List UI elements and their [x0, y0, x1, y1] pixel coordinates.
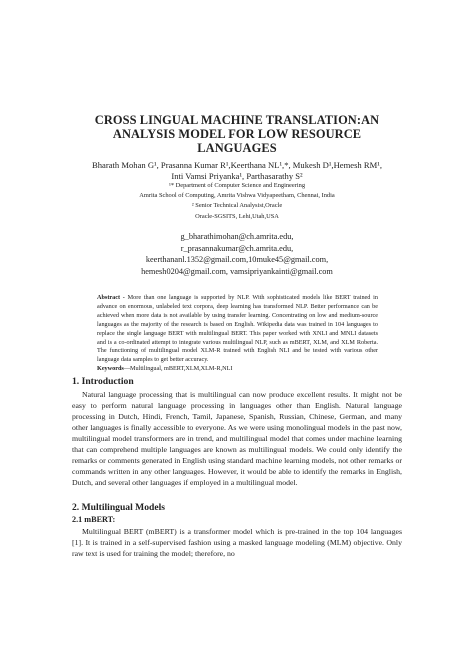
mbert-body: [72, 526, 402, 559]
author-line: Bharath Mohan G¹, Prasanna Kumar R¹,Keerthana NL¹,*, Mukesh D¹,Hemesh RM¹,: [92, 160, 382, 170]
affiliations: [70, 181, 404, 222]
author-list: [70, 160, 404, 182]
email-line: r_prasannakumar@ch.amrita.edu,: [180, 243, 294, 253]
abstract-label: Abstract -: [97, 294, 125, 301]
section-heading-multilingual-models: 2. Multilingual Models: [72, 502, 166, 513]
keywords-line: [97, 365, 378, 374]
email-line: hemesh0204@gmail.com, vamsipriyankainti@gmail.com: [141, 266, 333, 276]
affiliation-line: Oracle-SGSITS, Lehi,Utah,USA: [195, 212, 279, 220]
keywords-label: Keywords: [97, 365, 124, 373]
introduction-paragraph: Natural language processing that is multilingual can now produce excellent results. It might not be easy to perform natural language processing in languages other than English. Natural language processing in Dutch, Hindi, French, Tamil, Japanese, Spanish, Russian, Chinese, German, and many other languages is finally accessible to everyone. As we were using monolingual models in the past now, multilingual model transformers are in trend, and multilingual model that comes under machine learning that can comprehend multiple languages are known as multilingual models. We could only identify the remarks or comments generated in English using standard machine learning models, not other remarks or commands written in any other languages. However, it would be able to identify the remarks in English, Dutch, and several other languages if employed in a multilingual model.: [72, 390, 402, 487]
affiliation-line: ¹* Department of Computer Science and Engineering: [168, 182, 306, 189]
email-line: g_bharathimohan@ch.amrita.edu,: [180, 232, 294, 241]
title-line: CROSS LINGUAL MACHINE TRANSLATION:AN: [94, 113, 380, 127]
title-line: ANALYSIS MODEL FOR LOW RESOURCE: [112, 127, 362, 141]
abstract-block: [97, 294, 378, 374]
paper-title: [60, 113, 414, 155]
abstract-text: More than one language is supported by NLP. With sophisticated models like BERT trained in advance on enormous, unlabeled text corpora, deep learning has transformed NLP. Better performance can be achieved when more data is not available by using transfer learning. Concentrating on low and medium-source languages as the majority of the research is based on English. Wikipedia data was trained in 104 languages to replace the single language BERT with multilingual BERT. This paper worked with XNLI and MNLI datasets and is a co-ordinated attempt to integrate various multilingual NLP, such as mBERT, XLM, and XLM Roberta. The functioning of multilingual model XLM-R trained with English NLI and be tested with various other language data samples to get better accuracy.: [97, 294, 378, 364]
mbert-paragraph: Multilingual BERT (mBERT) is a transformer model which is pre-trained in the top 104 languages [1]. It is trained in a self-supervised fashion using a masked language modeling (MLM) objective. Only raw text is used for training the model; therefore, no: [72, 527, 402, 558]
abstract-paragraph: [97, 294, 378, 365]
email-line: keerthananl.1352@gmail.com,10muke45@gmail.com,: [145, 255, 329, 265]
author-line: Inti Vamsi Priyanka¹, Parthasarathy S²: [171, 171, 303, 181]
section-heading-introduction: 1. Introduction: [72, 376, 134, 387]
introduction-body: [72, 389, 402, 488]
subsection-heading-mbert: 2.1 mBERT:: [72, 515, 116, 524]
title-line: LANGUAGES: [197, 141, 277, 155]
email-list: [60, 231, 414, 277]
affiliation-line: Amrita School of Computing, Amrita Vishwa Vidyapeetham, Chennai, India: [139, 192, 335, 200]
affiliation-line: ² Senior Technical Analysist,Oracle: [191, 202, 283, 210]
keywords-text: —Multilingual, mBERT,XLM,XLM-R,NLI: [123, 365, 233, 373]
